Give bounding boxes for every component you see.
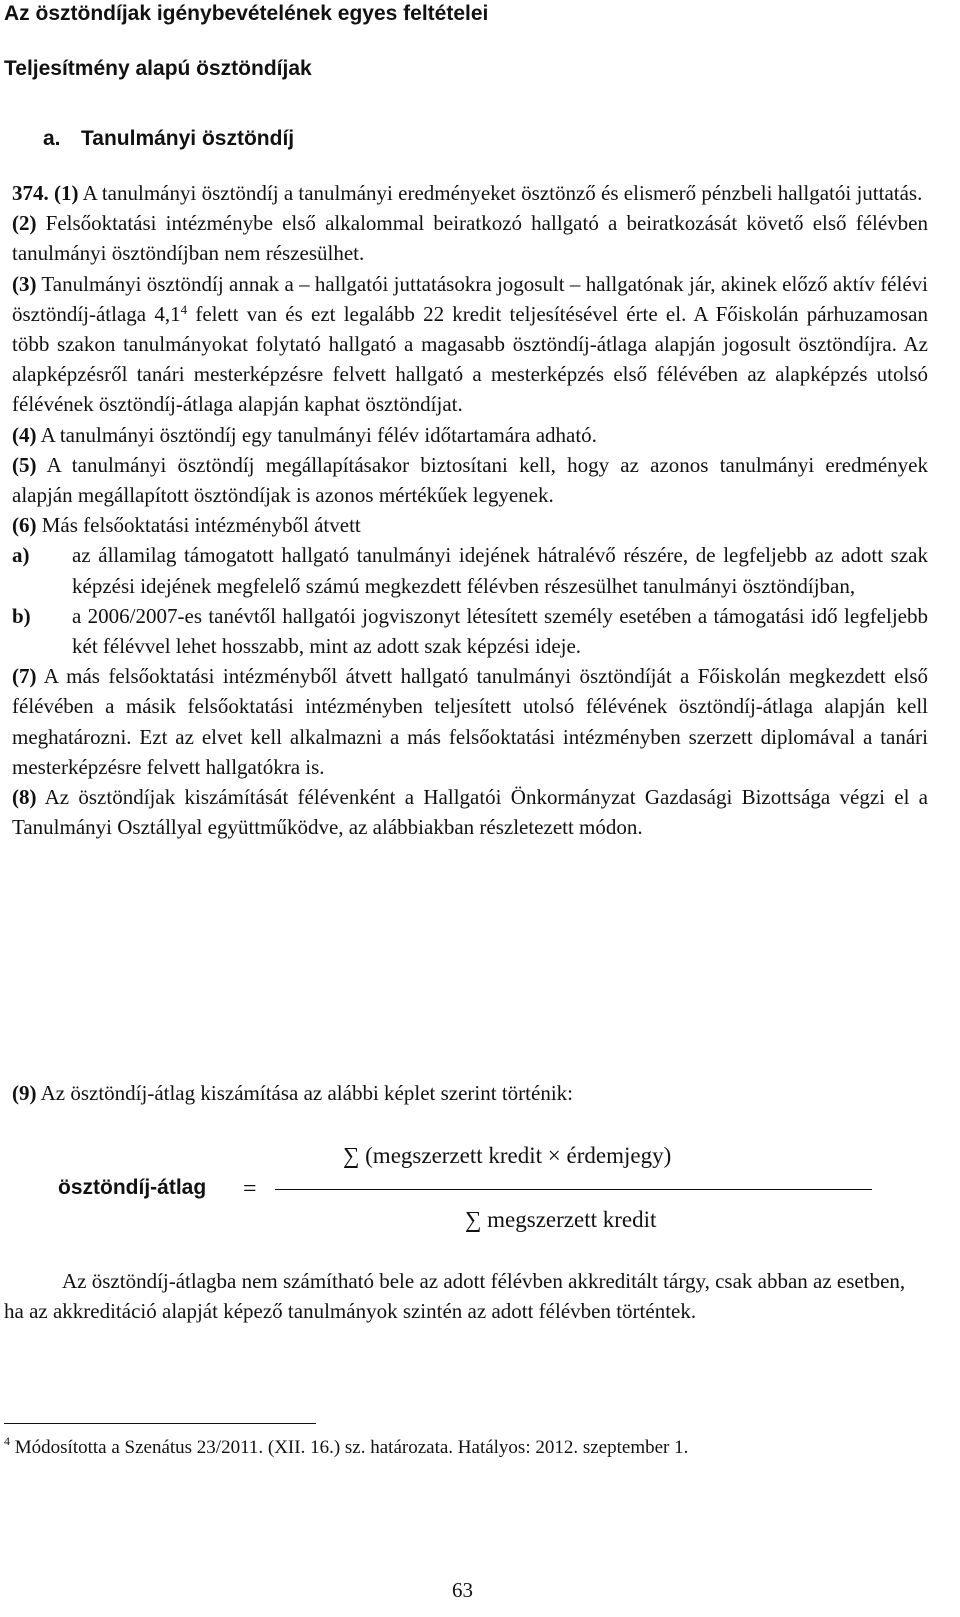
paragraph-1-text: A tanulmányi ösztöndíj a tanulmányi eredményeket ösztönző és elismerő pénzbeli hallgatói juttatás.	[82, 181, 923, 205]
paragraph-7	[4, 661, 928, 782]
footnote-reference: 4	[180, 301, 188, 317]
paragraph-8	[4, 782, 928, 842]
paragraph-5-number: (5)	[12, 452, 37, 477]
paragraph-3	[4, 269, 928, 420]
averaging-note	[4, 1266, 928, 1326]
document-subtitle: Teljesítmény alapú ösztöndíjak	[4, 57, 312, 80]
page-number: 63	[452, 1578, 473, 1602]
fraction-bar	[275, 1189, 872, 1190]
paragraph-9-text: Az ösztöndíj-átlag kiszámítása az alábbi képlet szerint történik:	[40, 1081, 573, 1105]
paragraph-2-number: (2)	[12, 211, 37, 236]
paragraph-8-number: (8)	[12, 785, 37, 810]
paragraph-3-text-a: Tanulmányi ösztöndíj annak a – hallgatói juttatásokra jogosult – hallgatónak jár, akinek előző aktív félévi ösztöndíj-átlaga 4,1	[12, 271, 928, 326]
section-title: Tanulmányi ösztöndíj	[81, 127, 295, 150]
formula-numerator: ∑ (megszerzett kredit × érdemjegy)	[343, 1143, 672, 1168]
paragraph-2	[4, 208, 928, 268]
formula-equals: =	[243, 1176, 257, 1202]
paragraph-6-text: Más felsőoktatási intézményből átvett	[41, 513, 361, 538]
paragraph-2-text: Felsőoktatási intézménybe első alkalommal beiratkozó hallgató a beiratkozását követő első félévben tanulmányi ösztöndíjban nem részesülhet.	[12, 211, 929, 266]
paragraph-4	[4, 420, 928, 450]
list-item-b	[4, 601, 928, 661]
paragraph-4-number: (4)	[12, 422, 37, 447]
list-item-b-label: b)	[12, 603, 31, 628]
paragraph-6-number: (6)	[12, 513, 37, 538]
averaging-note-text: Az ösztöndíj-átlagba nem számítható bele az adott félévben akkreditált tárgy, csak abban az esetben, ha az akkreditáció alapját képező tanulmányok szintén az adott félévben történtek.	[4, 1269, 906, 1324]
section-number: a.	[43, 127, 61, 150]
list-item-a-label: a)	[12, 543, 30, 568]
paragraph-9	[12, 1081, 573, 1106]
footnote-separator	[4, 1423, 316, 1424]
paragraph-1	[4, 178, 928, 208]
paragraph-7-text: A más felsőoktatási intézményből átvett hallgató tanulmányi ösztöndíját a Főiskolán megkezdett első félévében a másik felsőoktatási intézményben teljesített utolsó félévének ösztöndíj-átlaga alapján kell meghatározni. Ezt az elvet kell alkalmazni a más felsőoktatási intézményben szerzett diplomával a tanári mesterképzésre felvett hallgatókra is.	[12, 664, 928, 779]
paragraph-3-number: (3)	[12, 271, 37, 296]
formula-lhs: ösztöndíj-átlag	[58, 1176, 207, 1199]
paragraph-8-text: Az ösztöndíjak kiszámítását félévenként a Hallgatói Önkormányzat Gazdasági Bizottsága végzi el a Tanulmányi Osztállyal együttműködve, az alábbiakban részletezett módon.	[12, 785, 929, 840]
paragraph-9-number: (9)	[12, 1081, 37, 1105]
paragraph-7-number: (7)	[12, 664, 37, 689]
footnote-text: Módosította a Szenátus 23/2011. (XII. 16.) sz. határozata. Hatályos: 2012. szeptember 1.	[14, 1437, 689, 1458]
paragraph-5	[4, 450, 928, 510]
formula-denominator: ∑ megszerzett kredit	[465, 1207, 657, 1232]
paragraphs	[4, 178, 928, 842]
footnote-mark: 4	[4, 1434, 10, 1448]
paragraph-6	[4, 510, 928, 540]
document-title: Az ösztöndíjak igénybevételének egyes feltételei	[4, 2, 489, 25]
paragraph-3-text-b: felett van és ezt legalább 22 kredit teljesítésével érte el. A Főiskolán párhuzamosan több szakon tanulmányokat folytató hallgató a magasabb ösztöndíj-átlaga alapján jogosult ösztöndíjra. Az alapképzésről tanári mesterképzésre felvett hallgató a mesterképzés első félévében az alapképzés utolsó félévének ösztöndíj-átlaga alapján kaphat ösztöndíjat.	[12, 301, 928, 417]
list-item-a-text: az államilag támogatott hallgató tanulmányi idejének hátralévő részére, de legfeljebb az adott szak képzési idejének megfelelő számú megkezdett félévben részesülhet tanulmányi ösztöndíjban,	[72, 543, 928, 598]
paragraph-4-text: A tanulmányi ösztöndíj egy tanulmányi félév időtartamára adható.	[40, 422, 597, 447]
footnote	[4, 1434, 689, 1459]
list-item-b-text: a 2006/2007-es tanévtől hallgatói jogviszonyt létesített személy esetében a támogatási idő legfeljebb két félévvel lehet hosszabb, mint az adott szak képzési ideje.	[72, 603, 928, 659]
formula	[0, 1140, 960, 1240]
paragraph-5-text: A tanulmányi ösztöndíj megállapításakor biztosítani kell, hogy az azonos tanulmányi eredmények alapján megállapított ösztöndíjak is azonos mértékűek legyenek.	[12, 452, 929, 508]
list-item-a	[4, 540, 928, 600]
paragraph-1-number: 374. (1)	[12, 181, 79, 205]
section-heading	[43, 127, 294, 151]
